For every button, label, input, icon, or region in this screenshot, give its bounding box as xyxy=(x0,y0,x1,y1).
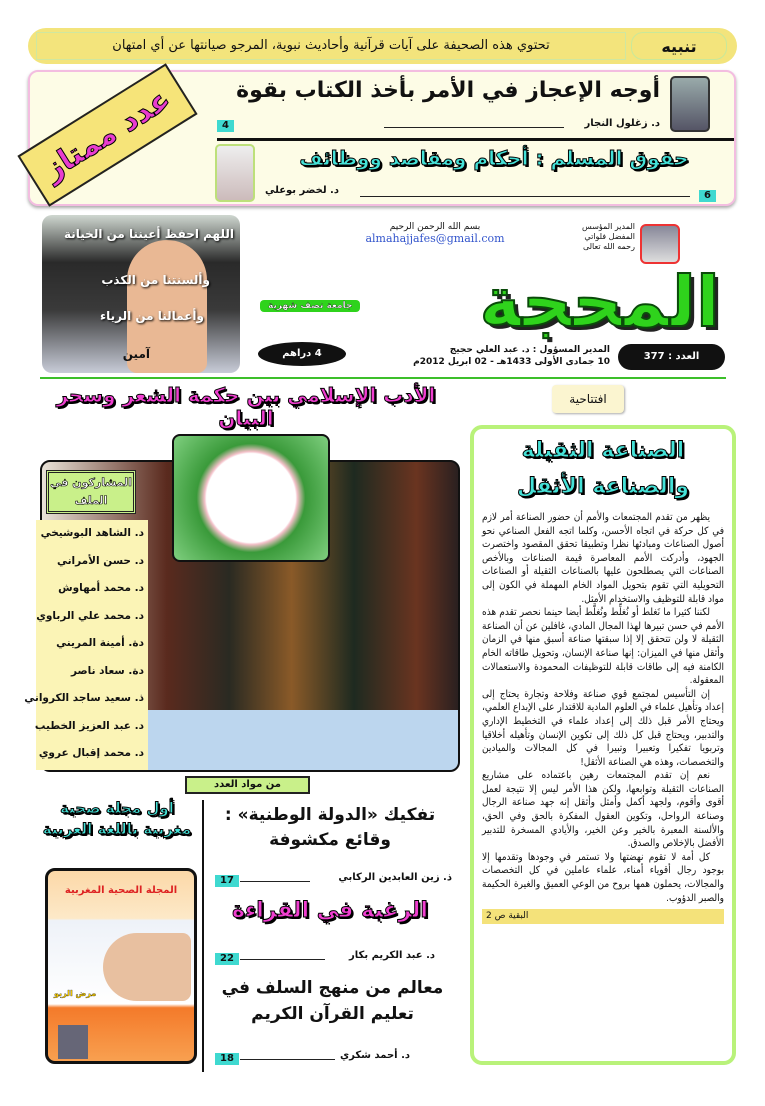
dossier-title[interactable]: الأدب الإسلامي بين حكمة الشعر وسحر البيان xyxy=(56,383,436,430)
masthead-info xyxy=(355,344,610,368)
featured-title-1[interactable]: أوجه الإعجاز في الأمر بأخذ الكتاب بقوة xyxy=(236,78,660,103)
child-illustration xyxy=(103,933,191,1001)
editorial-tab: افتتاحية xyxy=(552,385,624,413)
founder-info xyxy=(545,222,635,252)
special-issue-badge: عدد ممتاز xyxy=(17,63,197,207)
article-author: د. أحمد شكري xyxy=(339,1050,410,1061)
article-title[interactable]: تفكيك «الدولة الوطنية» : وقائع مكشوفة xyxy=(224,805,436,850)
divider xyxy=(360,196,690,197)
participants-list xyxy=(24,520,148,770)
founder-line: رحمه الله تعالى xyxy=(582,242,635,251)
paragraph: إن التأسيس لمجتمع قوي صناعة وفلاحة وتجارة يحتاج إلى إعداد وتأهيل علماء في العلوم المادية للاقتدار على الإبداع العلمي، ويحتاج الأمر قبل ذلك إلى إعداد علماء في التخطيط الإداري والتدبير، ويحتاج قبل كل ذلك إلى تكوين الإنسان وتأهيله أخلاقيا وتربويا تفكيرا وتعبيرا وتبيرا في كل المجالات والميادين والتخصصات، وهذه هي الصناعة الأثقل! xyxy=(482,688,724,768)
issue-date: 10 جمادى الأولى 1433هـ - 02 ابريل 2012م xyxy=(413,357,610,367)
featured-author-2: د. لخضر بوعلي xyxy=(265,185,339,196)
issue-number: 377 xyxy=(643,351,665,362)
page-number: 6 xyxy=(699,190,716,202)
price-badge: 4 دراهم xyxy=(258,342,346,366)
prayer-line: وأعمالنا من الرياء xyxy=(99,309,204,323)
notice-banner xyxy=(28,28,737,64)
participant: د. محمد علي الرباوي xyxy=(36,609,144,622)
health-magazine-cover[interactable] xyxy=(45,868,197,1064)
founder-line: المفضل فلواتي xyxy=(584,232,635,241)
page-number: 4 xyxy=(217,120,234,132)
prayer-image xyxy=(42,215,240,373)
participant: د. حسن الأمراني xyxy=(56,554,144,567)
continued-note[interactable]: البقية ص 2 xyxy=(482,909,724,924)
quran-calligraphy xyxy=(172,434,330,562)
paragraph: كل أمة لا تقوم نهضتها ولا تستمر في وجودها وتقدمها إلا بوجود رجال أقوياء أمناء، علماء عاملين في كل التخصصات والمجالات، يحملون همها بروح من الوعي العميق والغيرة الحكيمة والصبر الدؤوب. xyxy=(482,851,724,904)
contents-label: من مواد العدد xyxy=(185,776,310,794)
email-link[interactable]: almahajjafes@gmail.com xyxy=(365,232,505,245)
founder-photo xyxy=(640,224,680,264)
article-title[interactable]: الرغبة في القراءة xyxy=(232,898,428,923)
director: المدير المسؤول : د. عبد العلي حجيج xyxy=(449,345,610,355)
masthead-header xyxy=(345,222,525,245)
cover-title: المجلة الصحية المغربية xyxy=(64,885,178,896)
notice-text: تحتوي هذه الصحيفة على آيات قرآنية وأحاديث نبوية، المرجو صيانتها عن أي امتهان xyxy=(36,32,626,60)
participant: دة. سعاد ناصر xyxy=(70,664,144,677)
prayer-line: آمين xyxy=(122,347,150,361)
basmala: بسم الله الرحمن الرحيم xyxy=(389,222,481,232)
author-photo xyxy=(215,144,255,202)
editorial-body xyxy=(482,511,724,905)
participant: ذ. سعيد ساجد الكرواني xyxy=(24,692,144,704)
paragraph: يظهر من تقدم المجتمعات والأمم أن حضور الصناعة أمر لازم في كل حركة في اتجاه الأحسن، وكلما اتجه الفعل الصناعي نحو أصول الصناعات ومبادئها نظرا وتطبيقا تحقق المقصود واختصرت الجهود، وأدركت الأمم المعاصرة قيمة الصناعات وبالأخص الصناعات التي يصطلحون عليها بالصناعات الثقيلة أو الصناعات التحويلية التي تقوم بتحويل المواد الخام المهملة في الكون إلى مواد قابلة للتوظيف والاستخدام الأمثل. xyxy=(482,512,724,605)
page-number: 18 xyxy=(215,1053,239,1065)
prayer-line: اللهم احفظ أعيننا من الخيانة xyxy=(63,227,234,241)
editorial-box xyxy=(470,425,736,1065)
founder-line: المدير المؤسس xyxy=(582,222,635,231)
featured-title-2[interactable]: حقوق المسلم : أحكام ومقاصد ووظائف xyxy=(299,146,689,170)
participants-label: المشاركون في الملف xyxy=(46,470,136,514)
participant: دة. أمينة المريني xyxy=(56,637,144,649)
divider xyxy=(240,1059,335,1060)
featured-author-1: د. زغلول النجار xyxy=(584,118,660,129)
divider xyxy=(384,127,564,128)
notice-label: تنبيه xyxy=(631,32,727,60)
participant: د. عبد العزيز الخطيب xyxy=(34,719,144,732)
cover-photo xyxy=(58,1025,88,1059)
issue-number-badge xyxy=(618,344,725,370)
magazine-logo: المحجة xyxy=(479,261,720,343)
author-photo xyxy=(670,76,710,132)
page-number: 22 xyxy=(215,953,239,965)
divider xyxy=(217,138,734,141)
paragraph: لكننا كثيرا ما نَغلط أو نُغلِّط ونُغلَّط أيضا حينما نحصر تقدم هذه الأمم في حسن تبيرها لهذا المجال المادي، غافلين عن أن الصناعة الثقيلة لا ولن تتحقق إلا إذا سبقتها صناعة أسبق منها في الزمان وأثقل منها في الميزان: إنها صناعة الإنسان، وتحويل طاقاته الخام الكامنة فيه إلى طاقات قابلة للتوظيفات المحمودة والاستعمالات المعقولة. xyxy=(482,607,724,687)
article-title[interactable]: معالم من منهج السلف في تعليم القرآن الكريم xyxy=(221,978,444,1024)
participant: د. الشاهد البوشيخي xyxy=(40,527,144,539)
divider xyxy=(240,959,325,960)
paragraph: نعم إن تقدم المجتمعات رهين باعتماده على مشاريع الصناعات الثقيلة وتوابعها، ولكن هذا الأمر ليس إلا نتيجة لعمل أقوى وأقوم، ولجهد أكمل وأمثل وأثقل إنه جهد صناعة الرجال وصناعة الرواحل، وتكوين العقول المفكرة بالحق وفي الحق، والألسنة المعبرة بالخير وعن الخير، والأيادي المسخرة للتدبير الأفضل بالإخلاص والصدق. xyxy=(482,770,724,850)
article-author: ذ. زين العابدين الركابي xyxy=(338,872,452,883)
page-number: 17 xyxy=(215,875,239,887)
editorial-title-line: الصناعة الثقيلة xyxy=(521,438,685,463)
divider xyxy=(40,377,726,379)
prayer-line: وألسنتنا من الكذب xyxy=(101,273,210,287)
participant: د. محمد أمهاوش xyxy=(58,582,144,594)
editorial-title xyxy=(482,433,724,505)
divider xyxy=(240,881,310,882)
article-author: د. عبد الكريم بكار xyxy=(349,950,435,961)
editorial-title-line: والصناعة الأثقل xyxy=(516,474,690,499)
health-magazine-title: أول مجلة صحية مغربية باللغة العربية xyxy=(42,799,192,838)
column-divider xyxy=(202,800,204,1072)
subtitle: جامعة نصف شهرية xyxy=(260,300,360,312)
cover-topic: مرض الربو xyxy=(54,989,97,998)
issue-label: العدد : xyxy=(668,351,700,362)
participant: د. محمد إقبال عروي xyxy=(38,747,144,759)
